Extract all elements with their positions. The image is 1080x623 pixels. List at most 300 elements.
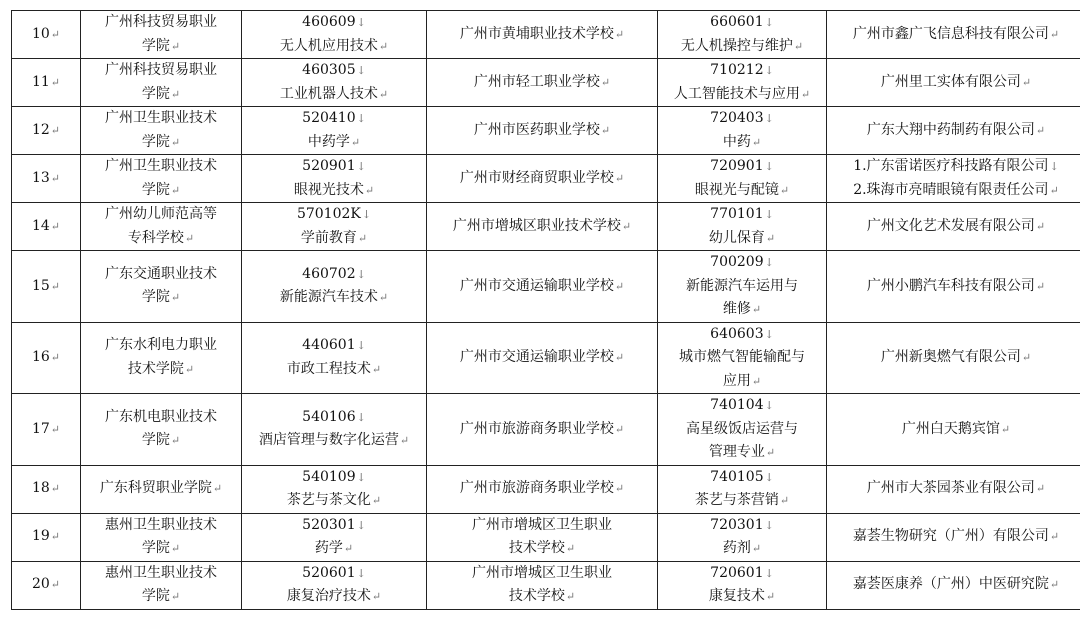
cell-text: 720403 — [710, 110, 764, 126]
cell-line — [85, 11, 237, 35]
paragraph-mark: ↵ — [170, 434, 181, 448]
cell-line — [831, 525, 1080, 549]
cell-line — [85, 179, 237, 203]
table-row — [12, 107, 1080, 155]
cell-line — [431, 585, 653, 609]
line-break-mark: ↓ — [356, 267, 366, 281]
cell-text: 技术学院 — [127, 360, 184, 377]
higher-major-cell — [242, 203, 427, 251]
cell-line — [246, 358, 422, 382]
paragraph-mark: ↵ — [371, 494, 382, 507]
row-number-cell — [12, 561, 81, 609]
cell-line — [662, 155, 822, 179]
secondary-major-cell — [658, 322, 827, 394]
row-number-cell — [12, 155, 81, 203]
paragraph-mark: ↵ — [50, 422, 61, 436]
paragraph-mark: ↵ — [50, 351, 61, 364]
cell-text: 广州白天鹅宾馆 — [901, 420, 1000, 437]
college-cell — [81, 59, 242, 107]
paragraph-mark: ↵ — [170, 542, 181, 555]
cell-text: 广东水利电力职业 — [105, 337, 217, 354]
paragraph-mark: ↵ — [50, 171, 61, 185]
cell-line — [16, 23, 76, 47]
cell-line — [85, 537, 237, 561]
paragraph-mark: ↵ — [50, 482, 61, 496]
higher-major-cell — [242, 513, 427, 561]
secondary-major-cell — [658, 561, 827, 609]
cell-line — [831, 418, 1080, 442]
cell-text: 无人机应用技术 — [279, 37, 378, 54]
paragraph-mark: ↵ — [621, 219, 632, 233]
college-cell — [81, 394, 242, 466]
cell-text: 广州市旅游商务职业学校 — [459, 420, 614, 437]
cell-text: 中药 — [722, 133, 751, 150]
cell-line — [246, 585, 422, 609]
paragraph-mark: ↵ — [751, 542, 762, 555]
cell-text: 眼视光技术 — [293, 181, 364, 198]
cell-text: 惠州卫生职业技术 — [105, 516, 217, 533]
paragraph-mark: ↵ — [779, 183, 790, 197]
cell-text: 广州市增城区职业技术学校 — [452, 217, 621, 234]
cell-text: 学院 — [141, 588, 170, 604]
secondary-major-cell — [658, 155, 827, 203]
cell-text: 学院 — [141, 432, 170, 449]
table-row — [12, 203, 1080, 251]
cell-text: 广州市黄埔职业技术学校 — [459, 25, 614, 42]
cell-text: 18 — [31, 480, 50, 497]
line-break-mark: ↓ — [764, 208, 774, 221]
paragraph-mark: ↵ — [1000, 422, 1011, 436]
cell-text: 广州市旅游商务职业学校 — [459, 480, 614, 497]
cell-text: 广东机电职业技术 — [105, 408, 217, 425]
cell-text: 学院 — [141, 540, 170, 556]
enterprise-cell — [827, 465, 1080, 513]
cell-line — [246, 59, 422, 83]
cell-line — [831, 275, 1080, 299]
cell-line — [85, 83, 237, 107]
line-break-mark: ↓ — [356, 410, 366, 424]
paragraph-mark: ↵ — [765, 590, 776, 603]
cell-text: 720601 — [710, 564, 764, 581]
cell-line — [662, 323, 822, 347]
cell-line — [431, 346, 653, 370]
cell-text: 广州市大茶园茶业有限公司 — [866, 480, 1035, 497]
secondary-school-cell — [427, 251, 658, 323]
college-cell — [81, 322, 242, 394]
secondary-school-cell — [427, 561, 658, 609]
cell-line — [85, 227, 237, 251]
higher-major-cell — [242, 107, 427, 155]
cell-text: 维修 — [722, 301, 751, 317]
paragraph-mark: ↵ — [1035, 482, 1046, 496]
paragraph-mark: ↵ — [565, 590, 576, 603]
cell-line — [831, 477, 1080, 501]
cell-text: 广州幼儿师范高等 — [105, 206, 217, 222]
line-break-mark: ↓ — [764, 112, 774, 125]
cell-text: 城市燃气智能输配与 — [679, 349, 805, 365]
cell-text: 广州卫生职业技术 — [105, 158, 217, 174]
table-row — [12, 394, 1080, 466]
line-break-mark: ↓ — [361, 208, 372, 221]
row-number-cell — [12, 322, 81, 394]
cell-line — [662, 489, 822, 513]
line-break-mark: ↓ — [764, 566, 774, 580]
higher-major-cell — [242, 155, 427, 203]
cell-line — [831, 346, 1080, 370]
cell-line — [431, 514, 653, 538]
paragraph-mark: ↵ — [614, 422, 625, 436]
cell-line — [431, 23, 653, 47]
paragraph-mark: ↵ — [170, 87, 181, 101]
cell-text: 广州卫生职业技术 — [105, 110, 217, 126]
cell-line — [246, 537, 422, 561]
cell-text: 570102K — [296, 206, 361, 222]
cell-line — [16, 346, 76, 370]
cell-text: 幼儿保育 — [708, 229, 765, 246]
higher-major-cell — [242, 251, 427, 323]
cell-text: 新能源汽车运用与 — [686, 277, 798, 294]
cell-line — [662, 227, 822, 251]
enterprise-cell — [827, 561, 1080, 609]
cell-text: 540106 — [302, 408, 356, 425]
paragraph-mark: ↵ — [212, 482, 223, 496]
cell-text: 10 — [31, 25, 50, 42]
cell-text: 学院 — [141, 181, 170, 198]
line-break-mark: ↓ — [764, 16, 774, 29]
cell-line — [85, 429, 237, 453]
secondary-major-cell — [658, 107, 827, 155]
cell-line — [431, 215, 653, 239]
cell-text: 520410 — [302, 110, 356, 126]
cell-line — [662, 59, 822, 83]
cell-line — [662, 537, 822, 561]
cell-text: 广州市财经商贸职业学校 — [459, 169, 614, 186]
secondary-school-cell — [427, 203, 658, 251]
line-break-mark: ↓ — [764, 327, 774, 341]
cell-line — [431, 119, 653, 143]
paragraph-mark: ↵ — [1021, 351, 1032, 364]
paragraph-mark: ↵ — [779, 494, 790, 507]
cell-line — [246, 131, 422, 155]
line-break-mark: ↓ — [764, 518, 774, 532]
enterprise-cell — [827, 203, 1080, 251]
line-break-mark: ↓ — [356, 339, 366, 353]
cell-line — [431, 418, 653, 442]
cell-line — [431, 477, 653, 501]
cell-text: 学院 — [141, 289, 170, 306]
paragraph-mark: ↵ — [378, 87, 389, 101]
cell-line — [246, 179, 422, 203]
cell-text: 740105 — [710, 468, 764, 485]
cell-text: 惠州卫生职业技术 — [105, 564, 217, 581]
higher-major-cell — [242, 561, 427, 609]
enterprise-cell — [827, 107, 1080, 155]
row-number-cell — [12, 107, 81, 155]
cell-text: 药剂 — [722, 540, 751, 556]
cell-text: 应用 — [722, 372, 751, 389]
row-number-cell — [12, 513, 81, 561]
cell-text: 广州科技贸易职业 — [105, 62, 217, 78]
cell-text: 720901 — [710, 158, 764, 174]
cell-text: 嘉荟医康养（广州）中医研究院 — [852, 576, 1049, 593]
cell-text: 广州小鹏汽车科技有限公司 — [866, 277, 1035, 294]
enterprise-cell — [827, 322, 1080, 394]
cell-line — [662, 35, 822, 59]
cell-text: 市政工程技术 — [286, 360, 371, 377]
cell-text: 770101 — [710, 206, 764, 222]
cell-line — [16, 573, 76, 597]
paragraph-mark: ↵ — [399, 434, 410, 448]
cell-line — [16, 275, 76, 299]
cell-text: 康复治疗技术 — [286, 588, 371, 604]
secondary-major-cell — [658, 11, 827, 59]
cell-text: 康复技术 — [708, 588, 765, 604]
table-row — [12, 155, 1080, 203]
paragraph-mark: ↵ — [565, 542, 576, 555]
higher-major-cell — [242, 465, 427, 513]
paragraph-mark: ↵ — [371, 362, 382, 376]
paragraph-mark: ↵ — [378, 39, 389, 53]
cell-text: 710212 — [710, 62, 764, 78]
paragraph-mark: ↵ — [357, 231, 368, 245]
cell-text: 中药学 — [307, 133, 350, 150]
secondary-school-cell — [427, 11, 658, 59]
row-number-cell — [12, 251, 81, 323]
cell-line — [831, 155, 1080, 179]
cell-text: 广州市交通运输职业学校 — [459, 277, 614, 294]
secondary-school-cell — [427, 513, 658, 561]
paragraph-mark: ↵ — [170, 590, 181, 603]
secondary-school-cell — [427, 59, 658, 107]
cell-line — [246, 35, 422, 59]
cell-line — [662, 11, 822, 35]
cell-line — [662, 370, 822, 394]
cell-line — [662, 466, 822, 490]
paragraph-mark: ↵ — [1035, 123, 1046, 137]
row-number-cell — [12, 203, 81, 251]
cell-line — [831, 23, 1080, 47]
paragraph-mark: ↵ — [170, 39, 181, 53]
enterprise-cell — [827, 59, 1080, 107]
paragraph-mark: ↵ — [765, 231, 776, 245]
line-break-mark: ↓ — [356, 16, 366, 29]
cell-line — [662, 394, 822, 418]
cell-text: 2.珠海市亮晴眼镜有限责任公司 — [853, 181, 1049, 198]
line-break-mark: ↓ — [764, 160, 774, 173]
cell-line — [662, 441, 822, 465]
paragraph-mark: ↵ — [614, 279, 625, 293]
cell-line — [246, 429, 422, 453]
line-break-mark: ↓ — [356, 112, 366, 125]
secondary-school-cell — [427, 322, 658, 394]
secondary-school-cell — [427, 465, 658, 513]
paragraph-mark: ↵ — [614, 171, 625, 185]
cell-text: 广州里工实体有限公司 — [880, 73, 1021, 90]
cell-text: 广州市增城区卫生职业 — [472, 516, 612, 533]
cell-line — [246, 286, 422, 310]
college-cell — [81, 465, 242, 513]
cell-line — [85, 35, 237, 59]
paragraph-mark: ↵ — [50, 27, 61, 41]
paragraph-mark: ↵ — [600, 75, 611, 89]
cell-text: 17 — [31, 420, 50, 437]
cell-text: 广东大翔中药制药有限公司 — [866, 121, 1035, 138]
cell-text: 19 — [31, 528, 50, 545]
cell-line — [246, 227, 422, 251]
paragraph-mark: ↵ — [614, 351, 625, 364]
cell-text: 学前教育 — [300, 229, 357, 246]
enterprise-cell — [827, 394, 1080, 466]
line-break-mark: ↓ — [1049, 160, 1059, 173]
cell-text: 540109 — [302, 468, 356, 485]
cell-line — [662, 275, 822, 299]
cell-line — [662, 83, 822, 107]
cell-text: 茶艺与茶文化 — [286, 492, 371, 508]
enterprise-cell — [827, 155, 1080, 203]
cell-text: 药学 — [314, 540, 343, 556]
enterprise-cell — [827, 513, 1080, 561]
college-cell — [81, 203, 242, 251]
cell-text: 广州新奥燃气有限公司 — [880, 349, 1021, 365]
paragraph-mark: ↵ — [50, 75, 61, 89]
cell-line — [85, 406, 237, 430]
cell-line — [662, 418, 822, 442]
college-cell — [81, 251, 242, 323]
paragraph-mark: ↵ — [751, 374, 762, 388]
table-row — [12, 251, 1080, 323]
cell-text: 440601 — [302, 337, 356, 354]
cell-line — [246, 406, 422, 430]
cell-line — [85, 562, 237, 586]
cell-line — [431, 71, 653, 95]
cell-line — [246, 155, 422, 179]
paragraph-mark: ↵ — [800, 87, 811, 101]
paragraph-mark: ↵ — [1049, 578, 1060, 592]
cell-line — [85, 59, 237, 83]
cell-line — [246, 107, 422, 131]
cell-text: 高星级饭店运营与 — [686, 420, 798, 437]
cell-text: 新能源汽车技术 — [279, 289, 378, 306]
paragraph-mark: ↵ — [1049, 530, 1060, 544]
paragraph-mark: ↵ — [1049, 27, 1060, 41]
cell-line — [431, 537, 653, 561]
cell-text: 1.广东雷诺医疗科技路有限公司 — [853, 158, 1049, 174]
line-break-mark: ↓ — [764, 470, 774, 484]
paragraph-mark: ↵ — [50, 123, 61, 137]
line-break-mark: ↓ — [356, 518, 366, 532]
cell-line — [431, 167, 653, 191]
secondary-school-cell — [427, 107, 658, 155]
cell-text: 640603 — [710, 325, 764, 342]
cell-line — [246, 83, 422, 107]
line-break-mark: ↓ — [356, 64, 366, 77]
cell-line — [831, 119, 1080, 143]
cell-line — [16, 167, 76, 191]
cell-text: 16 — [31, 349, 50, 365]
paragraph-mark: ↵ — [1035, 219, 1046, 233]
cell-line — [16, 215, 76, 239]
cell-line — [85, 585, 237, 609]
cell-text: 460702 — [302, 265, 356, 282]
cell-text: 工业机器人技术 — [279, 85, 378, 102]
table-row — [12, 322, 1080, 394]
line-break-mark: ↓ — [356, 566, 366, 580]
paragraph-mark: ↵ — [751, 135, 762, 149]
cell-text: 14 — [31, 217, 50, 234]
cell-text: 技术学校 — [508, 588, 565, 604]
cell-text: 广州文化艺术发展有限公司 — [866, 217, 1035, 234]
cell-text: 520601 — [302, 564, 356, 581]
paragraph-mark: ↵ — [364, 183, 375, 197]
paragraph-mark: ↵ — [614, 27, 625, 41]
paragraph-mark: ↵ — [170, 135, 181, 149]
row-number-cell — [12, 11, 81, 59]
paragraph-mark: ↵ — [1049, 183, 1059, 197]
table-row — [12, 561, 1080, 609]
cell-text: 专科学校 — [127, 229, 184, 246]
paragraph-mark: ↵ — [600, 123, 611, 137]
cell-line — [662, 203, 822, 227]
college-cell — [81, 155, 242, 203]
cell-line — [662, 251, 822, 275]
paragraph-mark: ↵ — [765, 446, 776, 459]
cell-line — [16, 525, 76, 549]
cell-line — [246, 562, 422, 586]
cell-text: 11 — [31, 73, 50, 90]
cell-text: 13 — [31, 169, 50, 186]
cell-line — [85, 131, 237, 155]
cell-text: 管理专业 — [708, 444, 765, 460]
paragraph-mark: ↵ — [350, 135, 361, 149]
cell-text: 人工智能技术与应用 — [673, 85, 800, 102]
row-number-cell — [12, 394, 81, 466]
cell-line — [662, 346, 822, 370]
cell-line — [246, 263, 422, 287]
cell-text: 740104 — [710, 397, 764, 413]
secondary-major-cell — [658, 394, 827, 466]
secondary-major-cell — [658, 465, 827, 513]
table-row — [12, 11, 1080, 59]
cell-text: 嘉荟生物研究（广州）有限公司 — [852, 528, 1049, 545]
cell-line — [16, 477, 76, 501]
paragraph-mark: ↵ — [50, 530, 61, 544]
cell-line — [16, 71, 76, 95]
enterprise-cell — [827, 11, 1080, 59]
cell-line — [85, 263, 237, 287]
cell-line — [85, 334, 237, 358]
line-break-mark: ↓ — [356, 470, 366, 484]
line-break-mark: ↓ — [764, 256, 774, 269]
paragraph-mark: ↵ — [170, 183, 181, 197]
cell-text: 广州市轻工职业学校 — [473, 73, 600, 90]
paragraph-mark: ↵ — [184, 231, 195, 245]
paragraph-mark: ↵ — [614, 482, 625, 496]
higher-major-cell — [242, 11, 427, 59]
paragraph-mark: ↵ — [751, 303, 762, 316]
cell-text: 700209 — [710, 254, 764, 270]
cell-line — [246, 203, 422, 227]
cell-text: 技术学校 — [508, 540, 565, 556]
row-number-cell — [12, 59, 81, 107]
paragraph-mark: ↵ — [170, 291, 181, 305]
cell-text: 广东科贸职业学院 — [99, 480, 212, 497]
cell-text: 广州科技贸易职业 — [105, 14, 217, 30]
college-cell — [81, 561, 242, 609]
enterprise-cell — [827, 251, 1080, 323]
cell-line — [85, 514, 237, 538]
cell-line — [85, 107, 237, 131]
cell-line — [246, 489, 422, 513]
